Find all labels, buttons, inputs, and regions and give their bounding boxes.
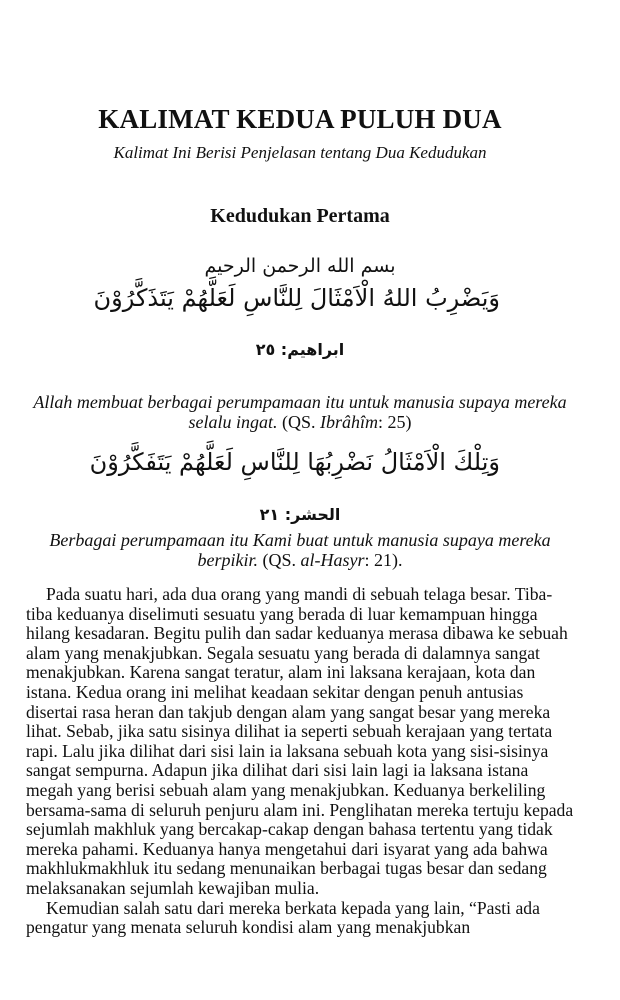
body-text	[26, 585, 574, 938]
verse-translation-2	[20, 530, 580, 570]
citation-prefix-1: (QS.	[277, 412, 320, 432]
citation-suffix-2: : 21).	[364, 550, 403, 570]
citation-prefix-2: (QS.	[257, 550, 301, 570]
body-paragraph-1: Pada suatu hari, ada dua orang yang mandi di sebuah telaga besar. Tiba-tiba keduanya diselimuti sesuatu yang berada di luar kemampuan hingga hilang kesadaran. Begitu pulih dan sadar keduanya merasa dibawa ke sebuah alam yang menakjubkan. Segala sesuatu yang berada di dalamnya sangat menakjubkan. Karena sangat teratur, alam ini laksana kerajaan, kota dan istana. Kedua orang ini melihat keadaan sekitar dengan penuh antusias disertai rasa heran dan takjub dengan alam yang sangat besar yang mereka lihat. Sebab, jika satu sisinya dilihat ia seperti sebuah kerajaan yang tertata rapi. Lalu jika dilihat dari sisi lain ia laksana sebuah kota yang sisi-sisinya sangat sempurna. Adapun jika dilihat dari sisi lain lagi ia laksana istana megah yang berisi sebuah alam yang menakjubkan. Keduanya berkeliling bersama-sama di seluruh penjuru alam ini. Penglihatan mereka tertuju kepada sejumlah makhluk yang bercakap-cakap dengan bahasa tertentu yang tidak mereka pahami. Keduanya hanya mengetahui dari isyarat yang ada bahwa makhlukmakhluk itu sedang menunaikan berbagai tugas besar dan sedang melaksanakan sejumlah kewajiban mulia.	[26, 584, 574, 898]
arabic-verse-reference-1: ابراهيم: ٢٥	[255, 340, 345, 359]
chapter-title: KALIMAT KEDUA PULUH DUA	[98, 104, 502, 134]
chapter-subtitle: Kalimat Ini Berisi Penjelasan tentang Dua Kedudukan	[113, 143, 487, 162]
body-paragraph-2: Kemudian salah satu dari mereka berkata kepada yang lain, “Pasti ada pengatur yang menata seluruh kondisi alam yang menakjubkan	[26, 897, 540, 938]
citation-surah-2: al-Hasyr	[300, 550, 365, 570]
arabic-verse-reference-2: الحشر: ٢١	[259, 505, 341, 524]
arabic-verse-2: وَتِلْكَ الْاَمْثَالُ نَضْرِبُهَا لِلنَّاسِ لَعَلَّهُمْ يَتَفَكَّرُوْنَ	[89, 448, 500, 476]
basmala: بسم الله الرحمن الرحيم	[204, 255, 396, 277]
citation-suffix-1: : 25)	[378, 412, 412, 432]
verse-translation-1	[20, 392, 580, 432]
translation-text-2: Berbagai perumpamaan itu Kami buat untuk manusia supaya mereka berpikir.	[49, 530, 551, 570]
translation-text-1: Allah membuat berbagai perumpamaan itu untuk manusia supaya mereka selalu ingat.	[33, 392, 567, 432]
section-heading: Kedudukan Pertama	[210, 205, 390, 227]
citation-surah-1: Ibrâhîm	[320, 412, 378, 432]
arabic-verse-1: وَيَضْرِبُ اللهُ الْاَمْثَالَ لِلنَّاسِ لَعَلَّهُمْ يَتَذَكَّرُوْنَ	[93, 284, 500, 312]
